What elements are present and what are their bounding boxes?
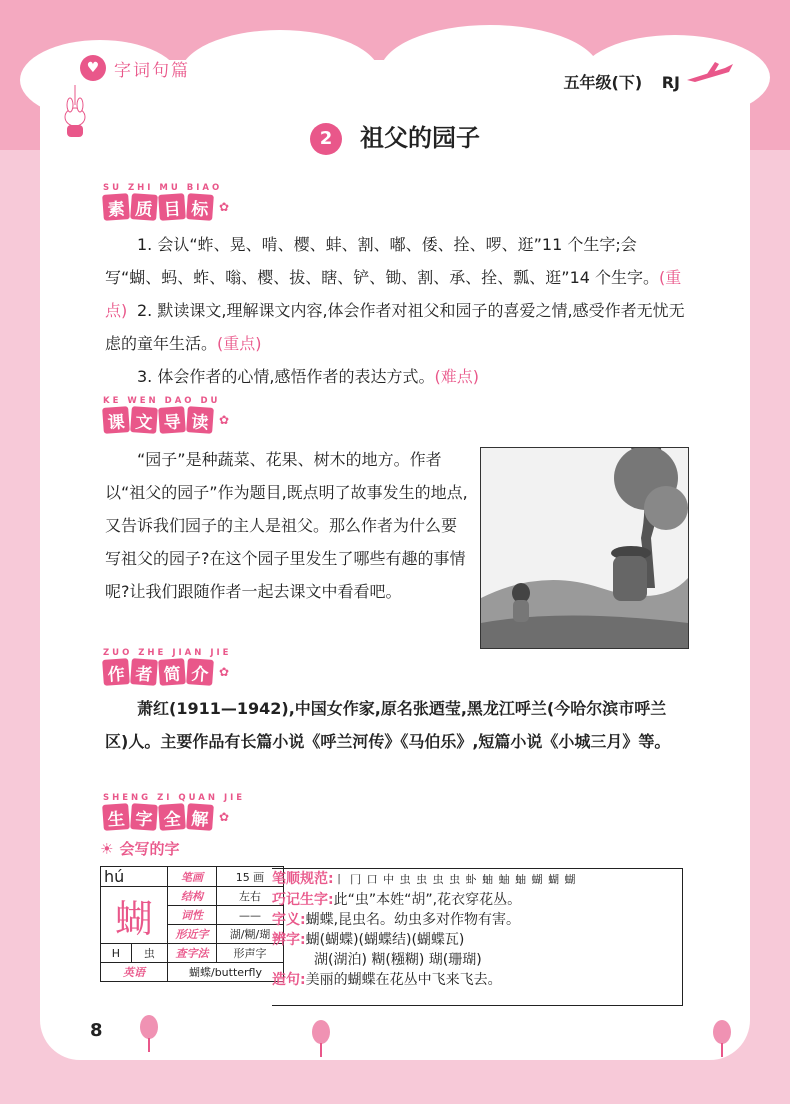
tree-icon <box>312 1020 330 1044</box>
char-detail-panel <box>272 868 683 1006</box>
section-guide-heading <box>103 396 229 433</box>
section-pinyin: SHENG ZI QUAN JIE <box>103 793 246 803</box>
heading-char: 作 <box>102 658 130 686</box>
goal-item: 2. 默读课文,理解课文内容,体会作者对祖父和园子的喜爱之情,感受作者无忧无虑的童年生活。(重点) <box>105 301 685 353</box>
memo-row: 巧记生字:此“虫”本姓“胡”,花衣穿花丛。 <box>272 892 522 908</box>
page-number: 8 <box>90 1020 103 1041</box>
flower-icon: ✿ <box>219 200 230 214</box>
heading-char: 目 <box>158 193 186 221</box>
author-text: 萧红(1911—1942),中国女作家,原名张迺莹,黑龙江呼兰(今哈尔滨市呼兰区)人。主要作品有长篇小说《呼兰河传》《马伯乐》,短篇小说《小城三月》等。 <box>105 699 671 751</box>
lesson-title-text: 祖父的园子 <box>360 124 480 152</box>
tree-trunk <box>148 1038 150 1052</box>
stroke-order-row: 笔顺规范:丨 冂 口 中 虫 虫 虫 虫 虲 蚰 蚰 蚰 蝴 蝴 蝴 <box>272 871 577 887</box>
big-char: 蝴 <box>114 896 153 941</box>
char-card-table <box>100 866 284 982</box>
label-structure: 结构 <box>168 887 217 906</box>
distinguish-row-2: 湖(湖泊) 糊(糨糊) 瑚(珊瑚) <box>314 952 482 968</box>
goal-item: 3. 体会作者的心情,感悟作者的表达方式。(难点) <box>137 367 479 386</box>
heading-char: 字 <box>130 803 158 831</box>
heading-char: 解 <box>186 803 214 831</box>
value-lookup: 形声字 <box>217 944 284 963</box>
lesson-number: 2 <box>310 123 342 155</box>
heading-char: 素 <box>102 193 130 221</box>
heading-char: 读 <box>186 406 214 434</box>
value-structure: 左右 <box>217 887 284 906</box>
grade-label <box>564 70 681 93</box>
section-pinyin: ZUO ZHE JIAN JIE <box>103 648 232 658</box>
grade-text: 五年级(下) <box>563 73 643 92</box>
value-english: 蝴蝶/butterfly <box>168 963 284 982</box>
section-chars-heading <box>103 793 245 830</box>
label-english: 英语 <box>101 963 168 982</box>
lesson-title <box>0 118 790 155</box>
section-author-heading <box>103 648 231 685</box>
airplane-icon <box>685 60 735 86</box>
heading-char: 生 <box>102 803 130 831</box>
distinguish-row: 辨字:蝴(蝴蝶)(蝴蝶结)(蝴蝶瓦) <box>272 932 465 948</box>
label-pos: 词性 <box>168 906 217 925</box>
label-lookup: 查字法 <box>168 944 217 963</box>
flower-icon: ✿ <box>219 413 230 427</box>
sentence-row: 造句:美丽的蝴蝶在花丛中飞来飞去。 <box>272 972 502 988</box>
label-strokes: 笔画 <box>168 867 217 887</box>
value-similar: 湖/糊/瑚 <box>217 925 284 944</box>
heading-char: 质 <box>130 193 158 221</box>
heading-char: 介 <box>186 658 214 686</box>
balloon-icon: ♥ <box>80 55 106 81</box>
radical: 虫 <box>131 944 167 963</box>
heading-char: 导 <box>158 406 186 434</box>
goal-item: 1. 会认“蚱、晃、啃、樱、蚌、割、嘟、倭、拴、啰、逛”11 个生字;会写“蝴、蚂、蚱、嗡、樱、拔、瞎、铲、锄、割、承、拴、瓢、逛”14 个生字。(重点) <box>105 235 682 320</box>
flower-icon: ✿ <box>219 665 230 679</box>
char-pinyin: hú <box>101 867 168 887</box>
heading-char: 课 <box>102 406 130 434</box>
index-letter: H <box>101 944 132 963</box>
guide-text: “园子”是种蔬菜、花果、树木的地方。作者以“祖父的园子”作为题目,既点明了故事发生的地点,又告诉我们园子的主人是祖父。那么作者为什么要写祖父的园子?在这个园子里发生了哪些有趣的事情呢?让我们跟随作者一起去课文中看看吧。 <box>105 450 468 601</box>
grandfather-garden-illustration <box>480 447 689 649</box>
value-strokes: 15 画 <box>217 867 284 887</box>
section-pinyin: SU ZHI MU BIAO <box>103 183 223 193</box>
tree-trunk <box>320 1043 322 1057</box>
flower-icon: ✿ <box>219 810 230 824</box>
section-header <box>80 55 190 81</box>
tree-icon <box>140 1015 158 1039</box>
edition-text: RJ <box>661 73 680 92</box>
char-display <box>101 887 168 944</box>
section-pinyin: KE WEN DAO DU <box>103 396 221 406</box>
section-goals-heading <box>103 183 229 220</box>
heading-char: 文 <box>130 406 158 434</box>
tree-icon <box>713 1020 731 1044</box>
heading-char: 者 <box>130 658 158 686</box>
value-pos: —— <box>217 906 284 925</box>
section-label: 字词句篇 <box>114 60 190 81</box>
subheading <box>100 838 179 859</box>
tree-trunk <box>721 1043 723 1057</box>
subheading-text: 会写的字 <box>119 840 180 858</box>
meaning-row: 字义:蝴蝶,昆虫名。幼虫多对作物有害。 <box>272 912 521 928</box>
heading-char: 简 <box>158 658 186 686</box>
sun-icon: ☀ <box>100 840 114 858</box>
heading-char: 全 <box>158 803 186 831</box>
label-similar: 形近字 <box>168 925 217 944</box>
heading-char: 标 <box>186 193 214 221</box>
